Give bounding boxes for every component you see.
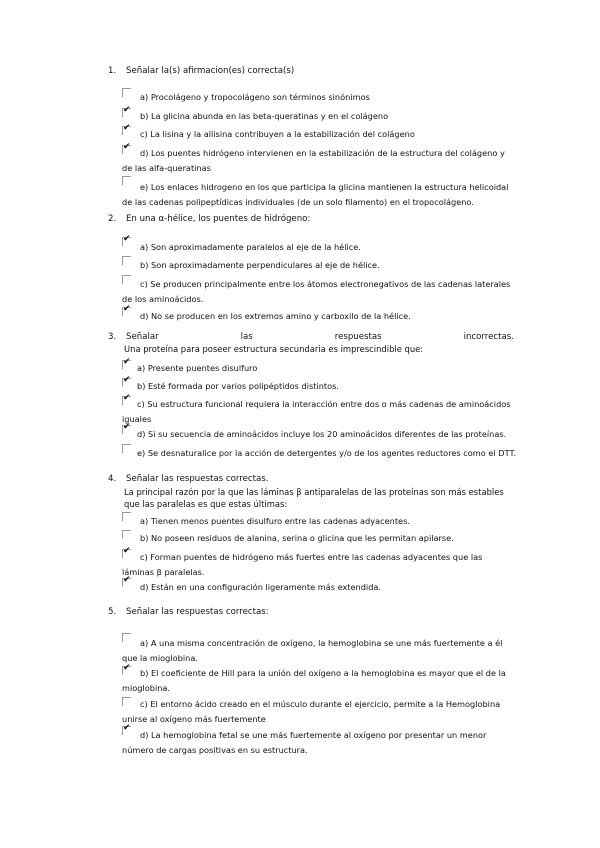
question-subtitle: La principal razón por la que las láminas β antiparalelas de las proteínas son más estables que las paralelas es que estas últimas:: [124, 487, 504, 509]
question-number: 5.: [108, 607, 117, 617]
option-text: b) El coeficiente de Hill para la unión del oxígeno a la hemoglobina es mayor que el de la mioglobina.: [122, 668, 506, 693]
option-text: c) Su estructura funcional requiera la interacción entre dos o más cadenas de aminoácidos iguales: [122, 399, 511, 424]
option-text: c) Forman puentes de hidrógeno más fuertes entre las cadenas adyacentes que las láminas β paralelas.: [122, 552, 483, 577]
question-heading: [108, 332, 514, 343]
option-checkbox[interactable]: [122, 530, 131, 539]
option-text: c) El entorno ácido creado en el músculo durante el ejercicio, permite a la Hemoglobina unirse al oxígeno más fuertemente: [122, 699, 501, 724]
option-checkbox[interactable]: [122, 578, 131, 587]
question-heading: [108, 66, 294, 77]
question-number: 1.: [108, 66, 117, 76]
option-checkbox[interactable]: [122, 256, 131, 265]
option-checkbox[interactable]: [122, 360, 131, 369]
question-heading: [108, 474, 268, 485]
option-text: c) Se producen principalmente entre los átomos electronegativos de las cadenas laterales de los aminoácidos.: [122, 279, 511, 304]
question-title: Señalar las respuestas incorrectas.: [126, 332, 514, 342]
question-number: 2.: [108, 214, 117, 224]
option-checkbox[interactable]: [122, 307, 131, 316]
option-text: d) No se producen en los extremos amino y carboxilo de la hélice.: [140, 311, 411, 321]
question-subtitle: Una proteína para poseer estructura secundaria es imprescindible que:: [124, 344, 424, 354]
option-text: d) Están en una configuración ligeramente más extendida.: [140, 582, 382, 592]
question-number: 3.: [108, 332, 117, 342]
option-text: a) Son aproximadamente paralelos al eje de la hélice.: [140, 242, 361, 252]
option-text: b) Esté formada por varios polipéptidos distintos.: [137, 381, 340, 391]
question-title: Señalar las respuestas correctas:: [126, 607, 269, 617]
option-text: b) La glicina abunda en las beta-queratinas y en el colágeno: [140, 111, 389, 121]
option-checkbox[interactable]: [122, 425, 131, 434]
option-text: e) Los enlaces hidrogeno en los que participa la glicina mantienen la estructura helicoidal de las cadenas polipeptídicas individuales (de un solo filamento) en el tropocolágeno.: [122, 182, 509, 207]
option-checkbox[interactable]: [122, 237, 131, 246]
option-text: d) Si su secuencia de aminoácidos incluye los 20 aminoácidos diferentes de las proteínas.: [137, 429, 507, 439]
option-text: a) Procolágeno y tropocolágeno son términos sinónimos: [140, 92, 370, 102]
question-title: En una α-hélice, los puentes de hidrógeno:: [126, 214, 311, 224]
option-checkbox[interactable]: [122, 88, 131, 97]
question-title: Señalar la(s) afirmacion(es) correcta(s): [126, 66, 295, 76]
option-text: d) Los puentes hidrógeno intervienen en la estabilización de la estructura del colágeno y de las alfa-queratinas: [122, 148, 505, 173]
option-checkbox[interactable]: [122, 512, 131, 521]
question-number: 4.: [108, 474, 117, 484]
option-checkbox[interactable]: [122, 378, 131, 387]
option-text: a) Presente puentes disulfuro: [137, 363, 258, 373]
option-text: c) La lisina y la allisina contribuyen a la estabilización del colágeno: [140, 129, 415, 139]
option-checkbox[interactable]: [122, 126, 131, 135]
option-text: d) La hemoglobina fetal se une más fuertemente al oxígeno por presentar un menor número de cargas positivas en su estructura.: [122, 730, 487, 755]
option-checkbox[interactable]: [122, 444, 131, 453]
option-checkbox[interactable]: [122, 108, 131, 117]
option-text: b) No poseen residuos de alanina, serina o glicina que les permitan apilarse.: [140, 533, 454, 543]
option-text: e) Se desnaturalice por la acción de detergentes y/o de los agentes reductores como el DTT.: [137, 448, 517, 458]
option-text: b) Son aproximadamente perpendiculares al eje de hélice.: [140, 260, 380, 270]
question-heading: [108, 607, 269, 618]
option-text: a) A una misma concentración de oxígeno, la hemoglobina se une más fuertemente a él que la mioglobina.: [122, 638, 503, 663]
option-text: a) Tienen menos puentes disulfuro entre las cadenas adyacentes.: [140, 516, 410, 526]
question-title: Señalar las respuestas correctas.: [126, 474, 269, 484]
question-heading: [108, 214, 310, 225]
